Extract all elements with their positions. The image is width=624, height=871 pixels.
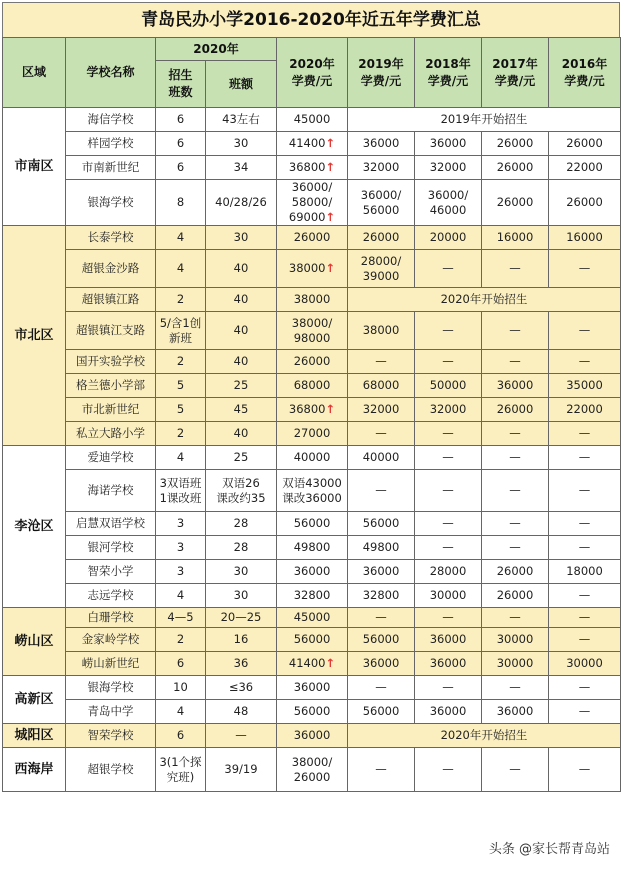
classes-2020: 3双语班 1课改班 bbox=[156, 470, 206, 512]
fee-2016: 18000 bbox=[549, 560, 621, 584]
school-name: 智荣小学 bbox=[66, 560, 156, 584]
table-row bbox=[3, 108, 621, 132]
district-cell: 崂山区 bbox=[3, 608, 66, 676]
fee-2017: — bbox=[482, 748, 549, 792]
district-cell: 市北区 bbox=[3, 226, 66, 446]
classes-2020: 3 bbox=[156, 512, 206, 536]
table-row bbox=[3, 676, 621, 700]
school-name: 启慧双语学校 bbox=[66, 512, 156, 536]
school-name: 样园学校 bbox=[66, 132, 156, 156]
status-note: 2019年开始招生 bbox=[348, 108, 621, 132]
fee-2020: 41400↑ bbox=[277, 652, 348, 676]
classes-2020: 4 bbox=[156, 700, 206, 724]
classes-2020: 6 bbox=[156, 156, 206, 180]
fee-2016: — bbox=[549, 584, 621, 608]
fee-2019: 56000 bbox=[348, 628, 415, 652]
fee-2018: 28000 bbox=[415, 560, 482, 584]
fee-2019: 68000 bbox=[348, 374, 415, 398]
fee-2017: — bbox=[482, 422, 549, 446]
increase-arrow-icon: ↑ bbox=[325, 160, 336, 174]
fee-2019: 36000 bbox=[348, 560, 415, 584]
fee-2019: 32800 bbox=[348, 584, 415, 608]
school-name: 超银学校 bbox=[66, 748, 156, 792]
table-row bbox=[3, 446, 621, 470]
classes-2020: 5 bbox=[156, 374, 206, 398]
fee-2019: 36000/ 56000 bbox=[348, 180, 415, 226]
fee-2017: 26000 bbox=[482, 180, 549, 226]
fee-2017: 16000 bbox=[482, 226, 549, 250]
fee-2016: — bbox=[549, 422, 621, 446]
fee-2018: 50000 bbox=[415, 374, 482, 398]
fee-2019: 40000 bbox=[348, 446, 415, 470]
class-size-2020: 40/28/26 bbox=[206, 180, 277, 226]
table-row bbox=[3, 422, 621, 446]
fee-2017: — bbox=[482, 312, 549, 350]
classes-2020: 6 bbox=[156, 132, 206, 156]
table-row bbox=[3, 700, 621, 724]
class-size-2020: 30 bbox=[206, 226, 277, 250]
fee-2016: — bbox=[549, 700, 621, 724]
fee-2017: 26000 bbox=[482, 560, 549, 584]
classes-2020: 4 bbox=[156, 250, 206, 288]
class-size-2020: 20—25 bbox=[206, 608, 277, 628]
school-name: 国开实验学校 bbox=[66, 350, 156, 374]
fee-2019: — bbox=[348, 422, 415, 446]
fee-2017: 26000 bbox=[482, 398, 549, 422]
fee-2020: 38000/ 26000 bbox=[277, 748, 348, 792]
class-size-2020: 16 bbox=[206, 628, 277, 652]
fee-2018: 36000 bbox=[415, 132, 482, 156]
class-size-2020: — bbox=[206, 724, 277, 748]
header-class-size: 班额 bbox=[206, 61, 277, 108]
fee-2019: — bbox=[348, 676, 415, 700]
fee-2016: 30000 bbox=[549, 652, 621, 676]
fee-2019: — bbox=[348, 470, 415, 512]
fee-2017: 36000 bbox=[482, 700, 549, 724]
fee-2016: 26000 bbox=[549, 180, 621, 226]
class-size-2020: 36 bbox=[206, 652, 277, 676]
class-size-2020: 40 bbox=[206, 350, 277, 374]
increase-arrow-icon: ↑ bbox=[325, 656, 336, 670]
school-name: 市南新世纪 bbox=[66, 156, 156, 180]
classes-2020: 4 bbox=[156, 446, 206, 470]
table-row bbox=[3, 374, 621, 398]
fee-2019: — bbox=[348, 608, 415, 628]
table-row bbox=[3, 748, 621, 792]
fee-2020: 38000↑ bbox=[277, 250, 348, 288]
fee-2019: 56000 bbox=[348, 700, 415, 724]
fee-2017: 26000 bbox=[482, 156, 549, 180]
fee-2019: 56000 bbox=[348, 512, 415, 536]
tuition-table bbox=[2, 37, 621, 792]
fee-2018: 36000 bbox=[415, 700, 482, 724]
class-size-2020: 25 bbox=[206, 374, 277, 398]
fee-2020: 36000 bbox=[277, 724, 348, 748]
fee-2016: 35000 bbox=[549, 374, 621, 398]
header-2020-group: 2020年 bbox=[156, 38, 277, 61]
fee-2017: 26000 bbox=[482, 584, 549, 608]
fee-2020: 36000 bbox=[277, 676, 348, 700]
classes-2020: 3(1个探 究班) bbox=[156, 748, 206, 792]
fee-2017: — bbox=[482, 350, 549, 374]
school-name: 青岛中学 bbox=[66, 700, 156, 724]
school-name: 海诺学校 bbox=[66, 470, 156, 512]
fee-2019: — bbox=[348, 350, 415, 374]
classes-2020: 2 bbox=[156, 350, 206, 374]
school-name: 格兰德小学部 bbox=[66, 374, 156, 398]
table-row bbox=[3, 652, 621, 676]
fee-2020: 36800↑ bbox=[277, 156, 348, 180]
classes-2020: 4 bbox=[156, 226, 206, 250]
fee-2017: 30000 bbox=[482, 628, 549, 652]
fee-2018: — bbox=[415, 250, 482, 288]
fee-2018: — bbox=[415, 676, 482, 700]
table-row bbox=[3, 180, 621, 226]
table-row bbox=[3, 536, 621, 560]
school-name: 银河学校 bbox=[66, 536, 156, 560]
district-cell: 城阳区 bbox=[3, 724, 66, 748]
fee-2016: — bbox=[549, 512, 621, 536]
fee-2016: 16000 bbox=[549, 226, 621, 250]
classes-2020: 8 bbox=[156, 180, 206, 226]
school-name: 志远学校 bbox=[66, 584, 156, 608]
fee-2016: — bbox=[549, 628, 621, 652]
fee-2020: 49800 bbox=[277, 536, 348, 560]
class-size-2020: 40 bbox=[206, 288, 277, 312]
table-row bbox=[3, 132, 621, 156]
school-name: 长泰学校 bbox=[66, 226, 156, 250]
fee-2019: 26000 bbox=[348, 226, 415, 250]
fee-2018: — bbox=[415, 470, 482, 512]
watermark: 头条 @家长帮青岛站 bbox=[488, 842, 610, 857]
school-name: 白珊学校 bbox=[66, 608, 156, 628]
classes-2020: 4—5 bbox=[156, 608, 206, 628]
table-row bbox=[3, 250, 621, 288]
fee-2017: — bbox=[482, 676, 549, 700]
fee-2020: 双语43000 课改36000 bbox=[277, 470, 348, 512]
fee-2018: — bbox=[415, 350, 482, 374]
fee-2018: — bbox=[415, 446, 482, 470]
table-row bbox=[3, 350, 621, 374]
fee-2018: 36000 bbox=[415, 652, 482, 676]
classes-2020: 4 bbox=[156, 584, 206, 608]
fee-2020: 38000/ 98000 bbox=[277, 312, 348, 350]
class-size-2020: 39/19 bbox=[206, 748, 277, 792]
fee-2018: 32000 bbox=[415, 156, 482, 180]
fee-2017: — bbox=[482, 250, 549, 288]
class-size-2020: 30 bbox=[206, 560, 277, 584]
fee-2020: 68000 bbox=[277, 374, 348, 398]
table-row bbox=[3, 470, 621, 512]
classes-2020: 3 bbox=[156, 536, 206, 560]
school-name: 超银金沙路 bbox=[66, 250, 156, 288]
table-row bbox=[3, 226, 621, 250]
district-cell: 西海岸 bbox=[3, 748, 66, 792]
header-fee-2019: 2019年 学费/元 bbox=[348, 38, 415, 108]
district-cell: 高新区 bbox=[3, 676, 66, 724]
fee-2019: 36000 bbox=[348, 132, 415, 156]
table-row bbox=[3, 608, 621, 628]
school-name: 私立大路小学 bbox=[66, 422, 156, 446]
header-fee-2018: 2018年 学费/元 bbox=[415, 38, 482, 108]
fee-2019: 36000 bbox=[348, 652, 415, 676]
school-name: 金家岭学校 bbox=[66, 628, 156, 652]
classes-2020: 6 bbox=[156, 108, 206, 132]
fee-2019: — bbox=[348, 748, 415, 792]
fee-2018: 20000 bbox=[415, 226, 482, 250]
fee-2017: — bbox=[482, 446, 549, 470]
class-size-2020: 45 bbox=[206, 398, 277, 422]
class-size-2020: 30 bbox=[206, 132, 277, 156]
increase-arrow-icon: ↑ bbox=[325, 261, 336, 275]
fee-2018: — bbox=[415, 312, 482, 350]
fee-2018: 32000 bbox=[415, 398, 482, 422]
increase-arrow-icon: ↑ bbox=[325, 402, 336, 416]
fee-2020: 36000/ 58000/ 69000↑ bbox=[277, 180, 348, 226]
fee-2016: 26000 bbox=[549, 132, 621, 156]
district-cell: 李沧区 bbox=[3, 446, 66, 608]
fee-2019: 49800 bbox=[348, 536, 415, 560]
page-title: 青岛民办小学2016-2020年近五年学费汇总 bbox=[2, 2, 620, 38]
table-row bbox=[3, 288, 621, 312]
classes-2020: 5 bbox=[156, 398, 206, 422]
fee-2019: 32000 bbox=[348, 156, 415, 180]
fee-2020: 56000 bbox=[277, 700, 348, 724]
header-fee-2020: 2020年 学费/元 bbox=[277, 38, 348, 108]
fee-2016: — bbox=[549, 446, 621, 470]
fee-2018: — bbox=[415, 748, 482, 792]
district-cell: 市南区 bbox=[3, 108, 66, 226]
class-size-2020: 40 bbox=[206, 422, 277, 446]
fee-2018: — bbox=[415, 536, 482, 560]
fee-2018: 36000/ 46000 bbox=[415, 180, 482, 226]
class-size-2020: 25 bbox=[206, 446, 277, 470]
fee-2020: 32800 bbox=[277, 584, 348, 608]
fee-2016: — bbox=[549, 470, 621, 512]
fee-2018: — bbox=[415, 608, 482, 628]
fee-2020: 56000 bbox=[277, 512, 348, 536]
class-size-2020: 双语26 课改约35 bbox=[206, 470, 277, 512]
fee-2020: 40000 bbox=[277, 446, 348, 470]
fee-2020: 36800↑ bbox=[277, 398, 348, 422]
fee-2017: 36000 bbox=[482, 374, 549, 398]
fee-2020: 45000 bbox=[277, 108, 348, 132]
increase-arrow-icon: ↑ bbox=[325, 136, 336, 150]
school-name: 超银镇江支路 bbox=[66, 312, 156, 350]
class-size-2020: 28 bbox=[206, 512, 277, 536]
fee-2018: — bbox=[415, 422, 482, 446]
table-row bbox=[3, 560, 621, 584]
fee-2020: 26000 bbox=[277, 350, 348, 374]
table-row bbox=[3, 156, 621, 180]
header-district: 区域 bbox=[3, 38, 66, 108]
fee-2019: 28000/ 39000 bbox=[348, 250, 415, 288]
class-size-2020: 40 bbox=[206, 250, 277, 288]
fee-2017: — bbox=[482, 512, 549, 536]
class-size-2020: 30 bbox=[206, 584, 277, 608]
header-fee-2017: 2017年 学费/元 bbox=[482, 38, 549, 108]
classes-2020: 6 bbox=[156, 652, 206, 676]
fee-2017: — bbox=[482, 470, 549, 512]
fee-2020: 38000 bbox=[277, 288, 348, 312]
school-name: 超银镇江路 bbox=[66, 288, 156, 312]
fee-2016: — bbox=[549, 748, 621, 792]
classes-2020: 2 bbox=[156, 628, 206, 652]
fee-2020: 56000 bbox=[277, 628, 348, 652]
school-name: 海信学校 bbox=[66, 108, 156, 132]
header-fee-2016: 2016年 学费/元 bbox=[549, 38, 621, 108]
classes-2020: 2 bbox=[156, 422, 206, 446]
class-size-2020: 48 bbox=[206, 700, 277, 724]
class-size-2020: ≤36 bbox=[206, 676, 277, 700]
fee-2017: 26000 bbox=[482, 132, 549, 156]
fee-2019: 32000 bbox=[348, 398, 415, 422]
fee-2018: — bbox=[415, 512, 482, 536]
classes-2020: 5/含1创 新班 bbox=[156, 312, 206, 350]
classes-2020: 2 bbox=[156, 288, 206, 312]
classes-2020: 6 bbox=[156, 724, 206, 748]
school-name: 银海学校 bbox=[66, 180, 156, 226]
fee-2016: — bbox=[549, 350, 621, 374]
fee-2020: 45000 bbox=[277, 608, 348, 628]
school-name: 智荣学校 bbox=[66, 724, 156, 748]
class-size-2020: 43左右 bbox=[206, 108, 277, 132]
table-row bbox=[3, 512, 621, 536]
header-school: 学校名称 bbox=[66, 38, 156, 108]
fee-2020: 27000 bbox=[277, 422, 348, 446]
fee-2017: 30000 bbox=[482, 652, 549, 676]
fee-2016: — bbox=[549, 536, 621, 560]
fee-2016: 22000 bbox=[549, 398, 621, 422]
header-classes: 招生 班数 bbox=[156, 61, 206, 108]
fee-2017: — bbox=[482, 536, 549, 560]
fee-2016: — bbox=[549, 250, 621, 288]
class-size-2020: 28 bbox=[206, 536, 277, 560]
fee-2019: 38000 bbox=[348, 312, 415, 350]
classes-2020: 10 bbox=[156, 676, 206, 700]
fee-2016: — bbox=[549, 608, 621, 628]
school-name: 市北新世纪 bbox=[66, 398, 156, 422]
school-name: 银海学校 bbox=[66, 676, 156, 700]
school-name: 崂山新世纪 bbox=[66, 652, 156, 676]
class-size-2020: 40 bbox=[206, 312, 277, 350]
fee-2020: 41400↑ bbox=[277, 132, 348, 156]
fee-2018: 30000 bbox=[415, 584, 482, 608]
fee-2016: — bbox=[549, 312, 621, 350]
table-row bbox=[3, 312, 621, 350]
fee-2016: — bbox=[549, 676, 621, 700]
table-row bbox=[3, 724, 621, 748]
school-name: 爱迪学校 bbox=[66, 446, 156, 470]
classes-2020: 3 bbox=[156, 560, 206, 584]
table-row bbox=[3, 398, 621, 422]
increase-arrow-icon: ↑ bbox=[325, 210, 336, 224]
table-row bbox=[3, 584, 621, 608]
fee-2020: 26000 bbox=[277, 226, 348, 250]
table-row bbox=[3, 628, 621, 652]
fee-2017: — bbox=[482, 608, 549, 628]
fee-2018: 36000 bbox=[415, 628, 482, 652]
status-note: 2020年开始招生 bbox=[348, 288, 621, 312]
fee-2016: 22000 bbox=[549, 156, 621, 180]
fee-2020: 36000 bbox=[277, 560, 348, 584]
class-size-2020: 34 bbox=[206, 156, 277, 180]
status-note: 2020年开始招生 bbox=[348, 724, 621, 748]
